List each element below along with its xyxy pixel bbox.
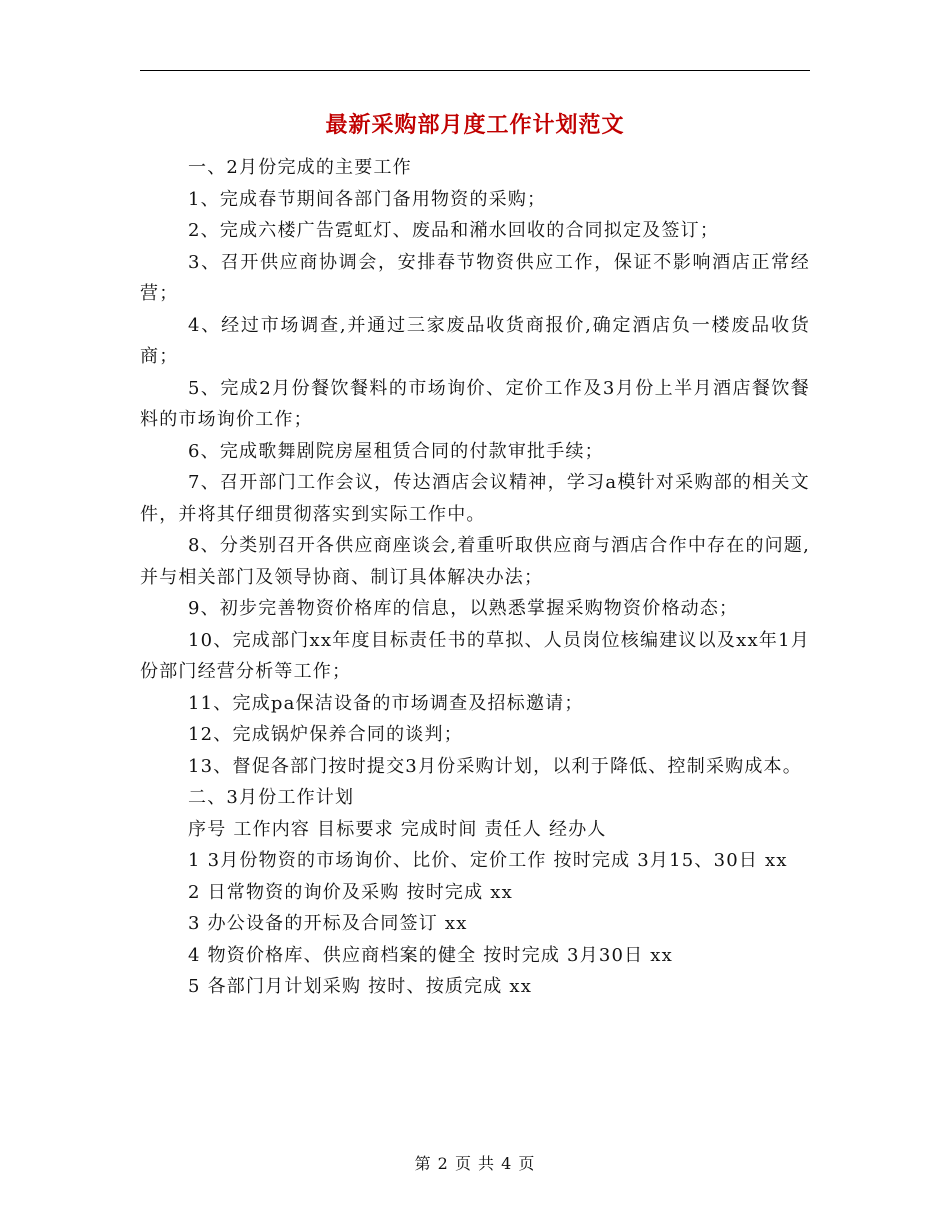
list-item: 2、完成六楼广告霓虹灯、废品和潲水回收的合同拟定及签订； bbox=[188, 220, 720, 241]
list-item: 10、完成部门xx年度目标责任书的草拟、人员岗位核编建议以及xx年1月份部门经营分析等工作； bbox=[140, 629, 810, 682]
plan-row: 5 各部门月计划采购 按时、按质完成 xx bbox=[188, 976, 533, 997]
list-item: 7、召开部门工作会议，传达酒店会议精神，学习a模针对采购部的相关文件，并将其仔细贯彻落实到实际工作中。 bbox=[140, 472, 810, 525]
list-item: 11、完成pa保洁设备的市场调查及招标邀请； bbox=[188, 692, 584, 714]
list-item: 5、完成2月份餐饮餐料的市场询价、定价工作及3月份上半月酒店餐饮餐料的市场询价工作； bbox=[140, 377, 810, 430]
section-heading-completed-work: 一、2月份完成的主要工作 bbox=[188, 157, 412, 178]
document-body bbox=[140, 152, 810, 1003]
list-item: 6、完成歌舞剧院房屋租赁合同的付款审批手续； bbox=[188, 440, 604, 462]
list-item: 13、督促各部门按时提交3月份采购计划，以利于降低、控制采购成本。 bbox=[188, 755, 802, 777]
list-item: 3、召开供应商协调会，安排春节物资供应工作，保证不影响酒店正常经营； bbox=[140, 251, 810, 304]
plan-row: 3 办公设备的开标及合同签订 xx bbox=[188, 913, 468, 934]
list-item: 1、完成春节期间各部门备用物资的采购； bbox=[188, 188, 547, 210]
header-rule bbox=[140, 70, 810, 71]
plan-table-header: 序号 工作内容 目标要求 完成时间 责任人 经办人 bbox=[188, 818, 607, 840]
document-title: 最新采购部月度工作计划范文 bbox=[325, 112, 625, 138]
list-item: 9、初步完善物资价格库的信息，以熟悉掌握采购物资价格动态； bbox=[188, 598, 739, 619]
plan-row: 1 3月份物资的市场询价、比价、定价工作 按时完成 3月15、30日 xx bbox=[188, 850, 788, 871]
section-heading-march-plan: 二、3月份工作计划 bbox=[188, 787, 355, 808]
list-item: 4、经过市场调查,并通过三家废品收货商报价,确定酒店负一楼废品收货商； bbox=[140, 314, 810, 367]
page-number-footer: 第 2 页 共 4 页 bbox=[414, 1154, 536, 1173]
plan-row: 4 物资价格库、供应商档案的健全 按时完成 3月30日 xx bbox=[188, 944, 673, 966]
plan-row: 2 日常物资的询价及采购 按时完成 xx bbox=[188, 881, 513, 903]
list-item: 8、分类别召开各供应商座谈会,着重听取供应商与酒店合作中存在的问题,并与相关部门及领导协商、制订具体解决办法； bbox=[140, 535, 810, 588]
list-item: 12、完成锅炉保养合同的谈判； bbox=[188, 724, 463, 745]
